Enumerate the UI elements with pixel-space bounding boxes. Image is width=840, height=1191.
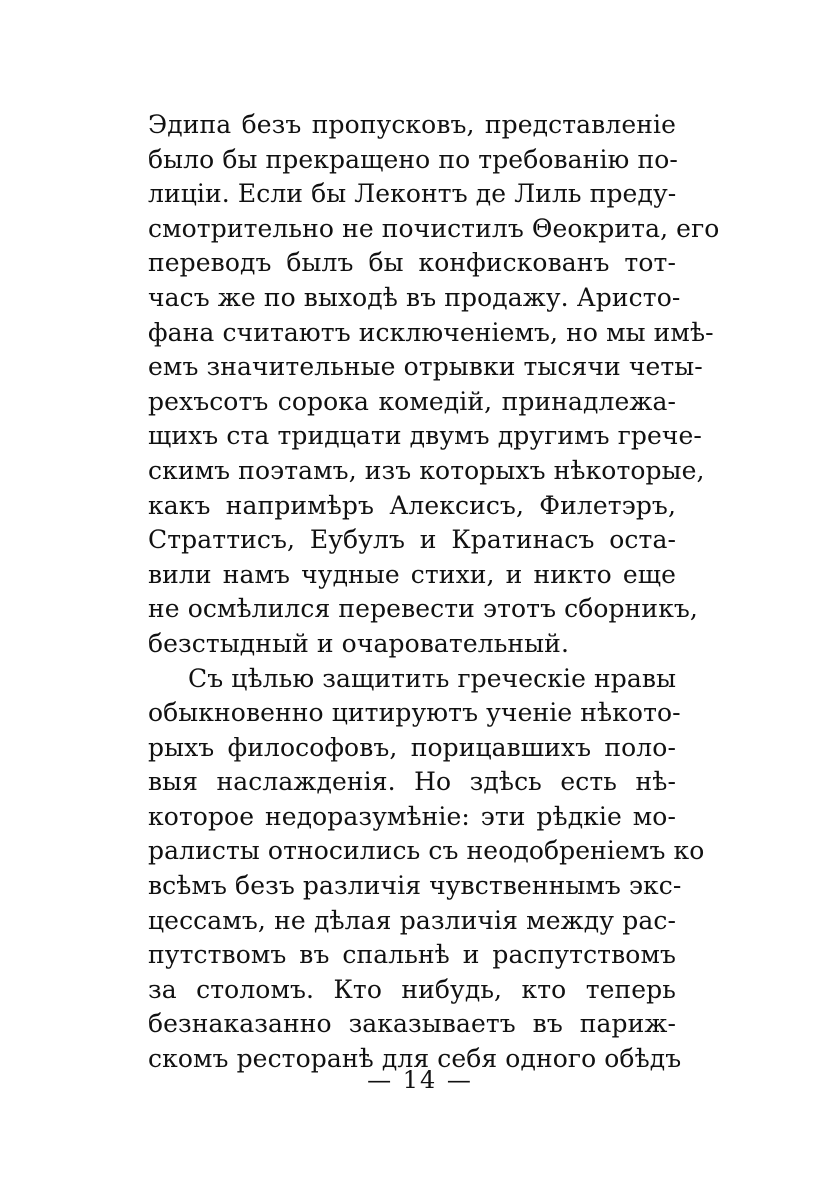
text-line: скомъ ресторанѣ для себя одного обѣдъ <box>148 1044 682 1074</box>
text-line: рыхъ философовъ, порицавшихъ поло- <box>148 732 676 762</box>
text-line: переводъ былъ бы конфискованъ тот- <box>148 248 676 278</box>
text-line: часъ же по выходѣ въ продажу. Аристо- <box>148 282 681 312</box>
text-line: цессамъ, не дѣлая различія между рас- <box>148 905 676 935</box>
text-line: за столомъ. Кто нибудь, кто теперь <box>148 974 676 1004</box>
text-line: смотрительно не почистилъ Θеокрита, его <box>148 213 720 243</box>
text-line: не осмѣлился перевести этотъ сборникъ, <box>148 594 698 624</box>
text-line: было бы прекращено по требованію по- <box>148 144 678 174</box>
page-number: — 14 — <box>367 1066 473 1094</box>
text-line: безнаказанно заказываетъ въ париж- <box>148 1009 676 1039</box>
text-line: безстыдный и очаровательный. <box>148 628 569 658</box>
text-line: Страттисъ, Еубулъ и Кратинасъ оста- <box>148 525 676 555</box>
text-line: щихъ ста тридцати двумъ другимъ грече- <box>148 421 702 451</box>
body-text <box>148 108 720 1077</box>
text-line: лиціи. Если бы Леконтъ де Лиль преду- <box>148 179 677 209</box>
text-line: обыкновенно цитируютъ ученіе нѣкото- <box>148 698 681 728</box>
text-line: Эдипа безъ пропусковъ, представленіе <box>148 110 676 139</box>
text-line: которое недоразумѣніе: эти рѣдкіе мо- <box>148 801 676 831</box>
text-line: емъ значительные отрывки тысячи четы- <box>148 352 703 382</box>
text-line: путствомъ въ спальнѣ и распутствомъ <box>148 940 676 970</box>
text-line: выя наслажденія. Но здѣсь есть нѣ- <box>148 767 676 797</box>
text-line: вили намъ чудные стихи, и никто еще <box>148 559 676 589</box>
text-line: всѣмъ безъ различія чувственнымъ экс- <box>148 871 682 901</box>
text-line: ралисты относились съ неодобреніемъ ко <box>148 836 705 866</box>
text-line: фана считаютъ исключеніемъ, но мы имѣ- <box>148 317 714 347</box>
text-line: рехъсотъ сорока комедій, принадлежа- <box>148 386 676 416</box>
text-line: какъ напримѣръ Алексисъ, Филетэръ, <box>148 490 676 520</box>
paragraph-start-line: Съ цѣлью защитить греческіе нравы <box>188 663 677 693</box>
text-line: скимъ поэтамъ, изъ которыхъ нѣкоторые, <box>148 455 705 485</box>
